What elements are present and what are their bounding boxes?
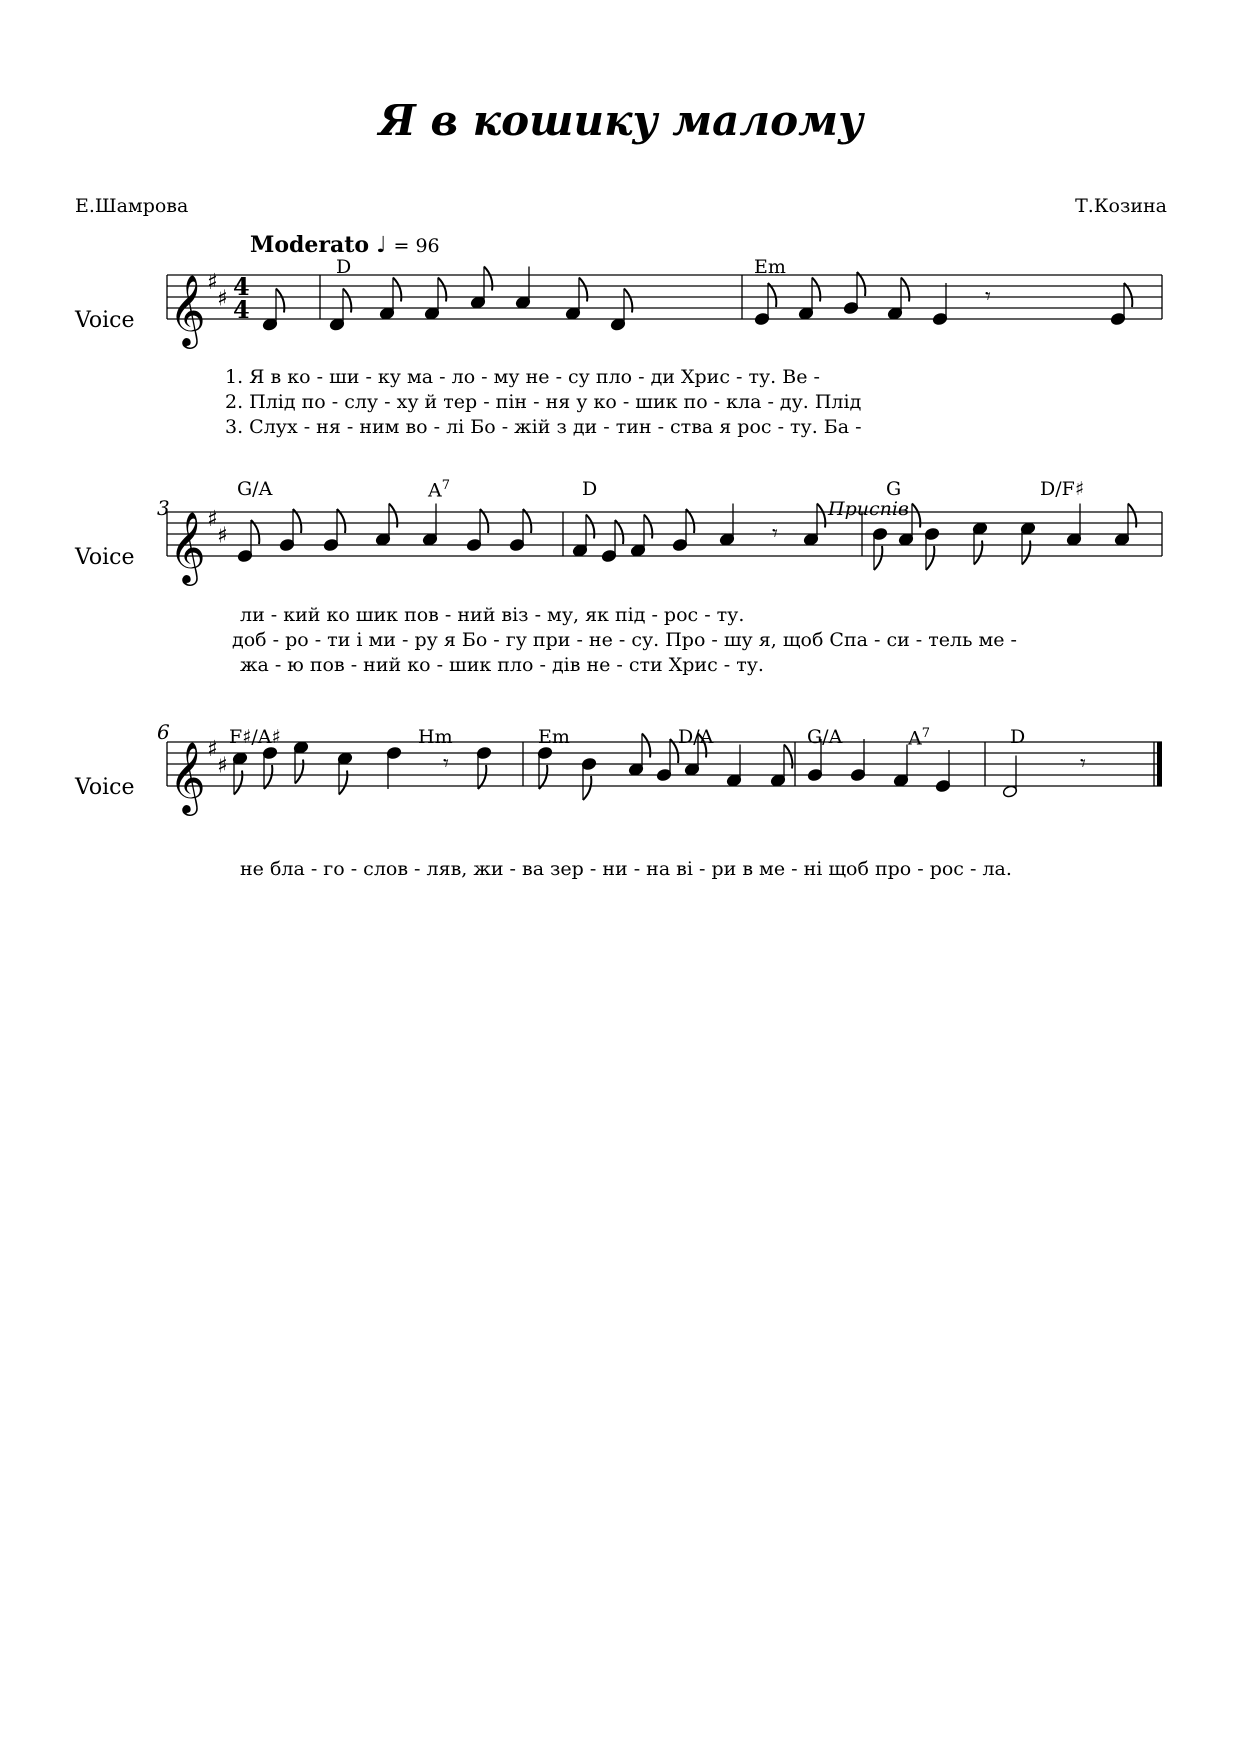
staff-system-3 <box>167 734 1162 817</box>
instrument-label-1: Voice <box>75 308 135 333</box>
song-title: Я в кошику малому <box>378 96 864 145</box>
chord-symbol: D <box>336 256 352 278</box>
sharp-icon: ♯ <box>207 737 218 762</box>
note-flag <box>874 546 882 570</box>
treble-clef-icon: 𝄞 <box>169 510 206 583</box>
note-flag <box>438 278 446 302</box>
section-label-chorus: Приспів <box>828 498 909 520</box>
chord-symbol: Hm <box>418 726 453 748</box>
note-flag <box>1022 541 1030 565</box>
note-flag <box>276 289 284 313</box>
chord-symbol: G/A <box>807 726 843 748</box>
time-signature-bottom: 4 <box>233 295 250 324</box>
chord-symbol: G <box>886 478 902 500</box>
chord-symbol: F♯/A♯ <box>229 726 281 748</box>
note-flag <box>812 278 820 302</box>
eighth-rest-icon: 𝄾 <box>985 284 991 310</box>
note-flag <box>393 278 401 302</box>
chord-symbol: G/A <box>237 478 273 500</box>
sharp-icon: ♯ <box>217 753 228 779</box>
note-flag <box>586 515 594 539</box>
note-flag <box>698 734 706 758</box>
note-flag <box>1128 504 1136 528</box>
chord-symbol: D <box>582 478 598 500</box>
lyrics-verse-3: жа - ю пов - ний ко - шик пло - дів не - сти Хрис - ту. <box>240 654 764 676</box>
note-flag <box>784 745 792 769</box>
measure-number-6: 6 <box>157 720 170 744</box>
chord-symbol: D/F♯ <box>1040 478 1085 500</box>
chord-symbol: Em <box>538 726 570 748</box>
lyrics-verse-1: 1. Я в ко - ши - ку ма - ло - му не - су пло - ди Хрис - ту. Ве - <box>225 366 820 388</box>
note-flag <box>624 289 632 313</box>
chord-symbol: $A^7$ <box>908 726 931 750</box>
time-signature-top: 4 <box>233 272 250 301</box>
note-flag <box>912 504 920 528</box>
note-flag <box>343 289 351 313</box>
note-flag <box>974 541 982 565</box>
lyrics-verse-2: 2. Плід по - слу - ху й тер - пін - ня у ко - шик по - кла - ду. Плід <box>225 391 862 413</box>
note-flag <box>484 267 492 291</box>
eighth-rest-icon: 𝄾 <box>1080 751 1086 777</box>
composer-credit: Т.Козина <box>1075 195 1167 217</box>
instrument-label-2: Voice <box>75 545 135 570</box>
sharp-icon: ♯ <box>217 286 228 312</box>
note-flag <box>339 771 347 795</box>
lyrics-verse-3: 3. Слух - ня - ним во - лі Бо - жій з ди - тин - ства я рос - ту. Ба - <box>225 416 862 438</box>
note-flag <box>926 546 934 570</box>
note-flag <box>579 278 587 302</box>
poet-credit: Е.Шамрова <box>75 195 189 217</box>
treble-clef-icon: 𝄞 <box>169 740 206 813</box>
note-flag <box>817 504 825 528</box>
note-flag <box>644 515 652 539</box>
note-flag <box>234 771 242 795</box>
chord-symbol: $A^7$ <box>428 478 451 502</box>
tempo-bpm: = 96 <box>393 235 440 257</box>
staff-system-1 <box>167 267 1162 350</box>
note-flag <box>295 760 303 784</box>
note-flag <box>901 278 909 302</box>
lyrics-verse-1: ли - кий ко шик пов - ний віз - му, як під - рос - ту. <box>240 604 745 626</box>
lyrics-chorus: не бла - го - слов - ляв, жи - ва зер - ни - на ві - ри в ме - ні щоб про - рос - ла. <box>240 858 1012 880</box>
quarter-note-icon: ♩ <box>376 233 387 258</box>
lyrics-verse-2: доб - ро - ти і ми - ру я Бо - гу при - не - су. Про - шу я, щоб Спа - си - тель ме - <box>232 629 1017 651</box>
final-barline <box>1157 742 1162 786</box>
treble-clef-icon: 𝄞 <box>169 273 206 346</box>
chord-symbol: Em <box>754 256 786 278</box>
note-flag <box>389 504 397 528</box>
eighth-rest-icon: 𝄾 <box>443 751 449 777</box>
measure-number-3: 3 <box>157 496 170 520</box>
chord-symbol: D <box>1010 726 1026 748</box>
sharp-icon: ♯ <box>207 507 218 532</box>
note-flag <box>583 776 591 800</box>
sharp-icon: ♯ <box>207 270 218 295</box>
staff-system-2 <box>167 504 1162 587</box>
eighth-rest-icon: 𝄾 <box>772 521 778 547</box>
tempo-word: Moderato <box>250 232 370 258</box>
instrument-label-3: Voice <box>75 775 135 800</box>
note-flag <box>642 734 650 758</box>
sharp-icon: ♯ <box>217 523 228 549</box>
chord-symbol: D/A <box>678 726 714 748</box>
